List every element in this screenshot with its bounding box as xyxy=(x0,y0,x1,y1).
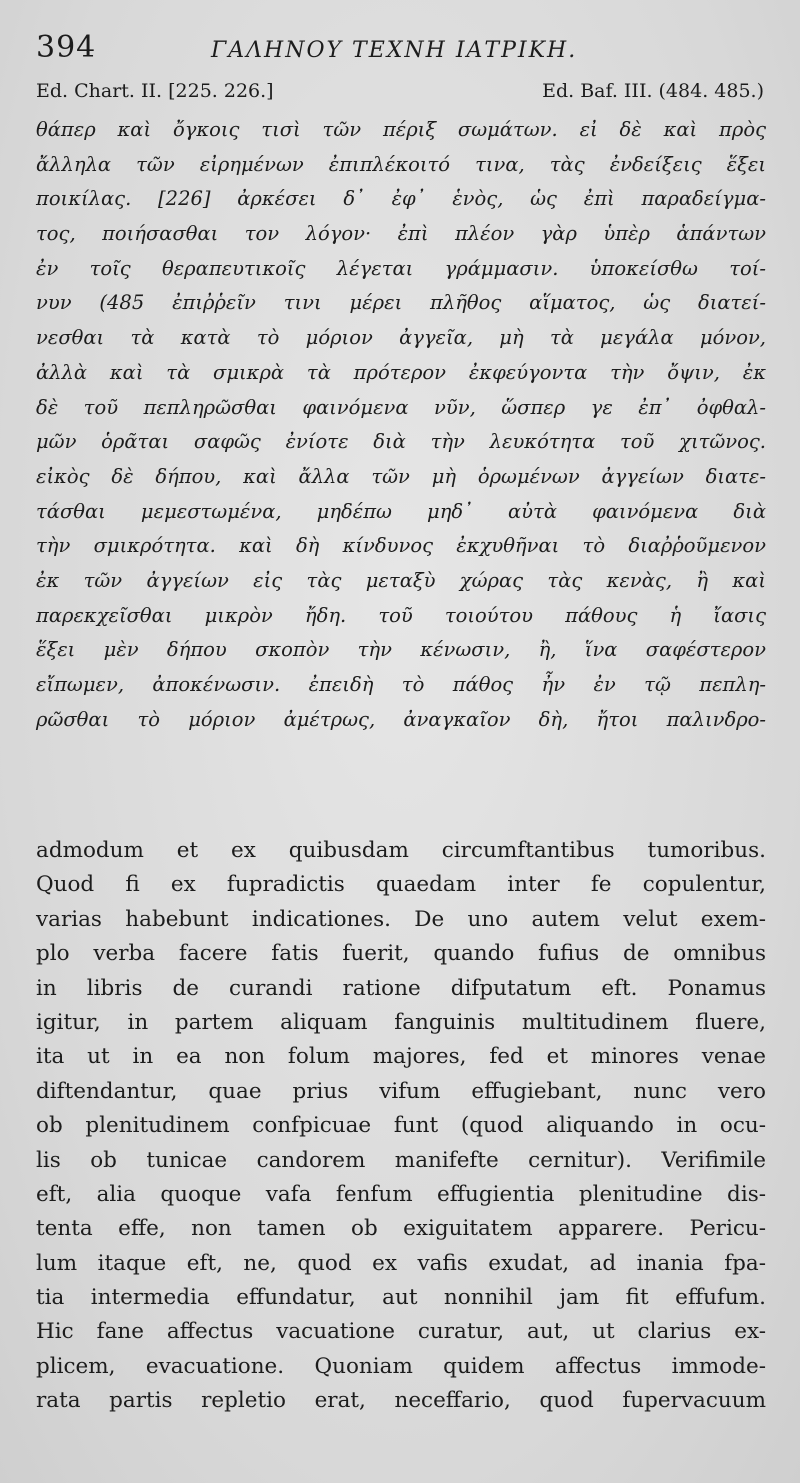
greek-line: μῶν ὁρᾶται σαφῶς ἐνίοτε διὰ τὴν λευκότητα τοῦ χιτῶνος. xyxy=(36,430,766,454)
running-title: ΓΑΛΗΝΟΥ ΤΕΧΝΗ ΙΑΤΡΙΚΗ. xyxy=(211,38,578,63)
latin-text-block xyxy=(36,834,766,1419)
latin-line: plo verba facere fatis fuerit, quando fufius de omnibus xyxy=(36,941,766,967)
greek-line: ἀλλὰ καὶ τὰ σμικρὰ τὰ πρότερον ἐκφεύγοντα τὴν ὄψιν, ἐκ xyxy=(36,360,766,384)
greek-line: ἐκ τῶν ἀγγείων εἰς τὰς μεταξὺ χώρας τὰς κενὰς, ἢ καὶ xyxy=(36,568,766,592)
greek-line: τὴν σμικρότητα. καὶ δὴ κίνδυνος ἐκχυθῆναι τὸ διαῤῥοῦμενον xyxy=(36,534,766,558)
latin-line: admodum et ex quibusdam circumftantibus tumoribus. xyxy=(36,838,766,863)
page-header xyxy=(36,30,766,74)
edition-chartier-reference: Ed. Chart. II. [225. 226.] xyxy=(36,80,274,102)
greek-line: ποικίλας. [226] ἀρκέσει δ᾽ ἐφ᾽ ἑνὸς, ὡς ἐπὶ παραδείγμα- xyxy=(36,187,766,211)
greek-text-block xyxy=(36,113,766,737)
page-number: 394 xyxy=(36,30,97,65)
latin-line: plicem, evacuatione. Quoniam quidem affectus immode- xyxy=(36,1353,766,1379)
latin-line: diftendantur, quae prius vifum effugiebant, nunc vero xyxy=(36,1078,766,1104)
latin-line: rata partis repletio erat, neceffario, quod fupervacuum xyxy=(36,1388,766,1414)
latin-line: eft, alia quoque vafa fenfum effugientia plenitudine dis- xyxy=(36,1181,766,1207)
latin-line: tenta effe, non tamen ob exiguitatem apparere. Pericu- xyxy=(36,1216,766,1242)
latin-line: ob plenitudinem confpicuae funt (quod aliquando in ocu- xyxy=(36,1113,766,1139)
greek-line: δὲ τοῦ πεπληρῶσθαι φαινόμενα νῦν, ὥσπερ γε ἐπ᾽ ὀφθαλ- xyxy=(36,395,766,419)
latin-line: Hic fane affectus vacuatione curatur, aut, ut clarius ex- xyxy=(36,1319,766,1345)
greek-line: παρεκχεῖσθαι μικρὸν ἤδη. τοῦ τοιούτου πάθους ἡ ἴασις xyxy=(36,603,766,627)
edition-basel-reference: Ed. Baf. III. (484. 485.) xyxy=(542,80,764,102)
latin-line: igitur, in partem aliquam fanguinis multitudinem fluere, xyxy=(36,1009,766,1035)
greek-line: ἕξει μὲν δήπου σκοπὸν τὴν κένωσιν, ἢ, ἵνα σαφέστερον xyxy=(36,638,766,662)
latin-line: lum itaque eft, ne, quod ex vafis exudat, ad inania fpa- xyxy=(36,1250,766,1276)
greek-line: νυν (485 ἐπιῤῥεῖν τινι μέρει πλῆθος αἵματος, ὡς διατεί- xyxy=(36,291,766,315)
latin-line: ita ut in ea non folum majores, fed et minores venae xyxy=(36,1044,766,1070)
greek-line: τος, ποιήσασθαι τον λόγον· ἐπὶ πλέον γὰρ ὑπὲρ ἁπάντων xyxy=(36,222,766,246)
edition-references xyxy=(36,80,764,108)
greek-line: ἐν τοῖς θεραπευτικοῖς λέγεται γράμμασιν. ὑποκείσθω τοί- xyxy=(36,256,766,280)
latin-line: tia intermedia effundatur, aut nonnihil jam fit effufum. xyxy=(36,1285,766,1311)
latin-line: lis ob tunicae candorem manifefte cernitur). Verifimile xyxy=(36,1147,766,1173)
latin-line: varias habebunt indicationes. De uno autem velut exem- xyxy=(36,906,766,932)
greek-line: ἄλληλα τῶν εἰρημένων ἐπιπλέκοιτό τινα, τὰς ἐνδείξεις ἕξει xyxy=(36,152,766,176)
greek-line: εἰκὸς δὲ δήπου, καὶ ἄλλα τῶν μὴ ὁρωμένων ἀγγείων διατε- xyxy=(36,464,766,488)
latin-line: Quod fi ex fupradictis quaedam inter fe copulentur, xyxy=(36,872,766,898)
greek-line: νεσθαι τὰ κατὰ τὸ μόριον ἀγγεῖα, μὴ τὰ μεγάλα μόνον, xyxy=(36,326,766,350)
greek-line: ρῶσθαι τὸ μόριον ἀμέτρως, ἀναγκαῖον δὴ, ἤτοι παλινδρο- xyxy=(36,707,766,731)
greek-line: τάσθαι μεμεστωμένα, μηδέπω μηδ᾽ αὐτὰ φαινόμενα διὰ xyxy=(36,499,766,523)
greek-line: θάπερ καὶ ὄγκοις τισὶ τῶν πέριξ σωμάτων. εἰ δὲ καὶ πρὸς xyxy=(36,118,766,141)
greek-line: εἴπωμεν, ἀποκένωσιν. ἐπειδὴ τὸ πάθος ἦν ἐν τῷ πεπλη- xyxy=(36,673,766,696)
latin-line: in libris de curandi ratione difputatum eft. Ponamus xyxy=(36,975,766,1001)
